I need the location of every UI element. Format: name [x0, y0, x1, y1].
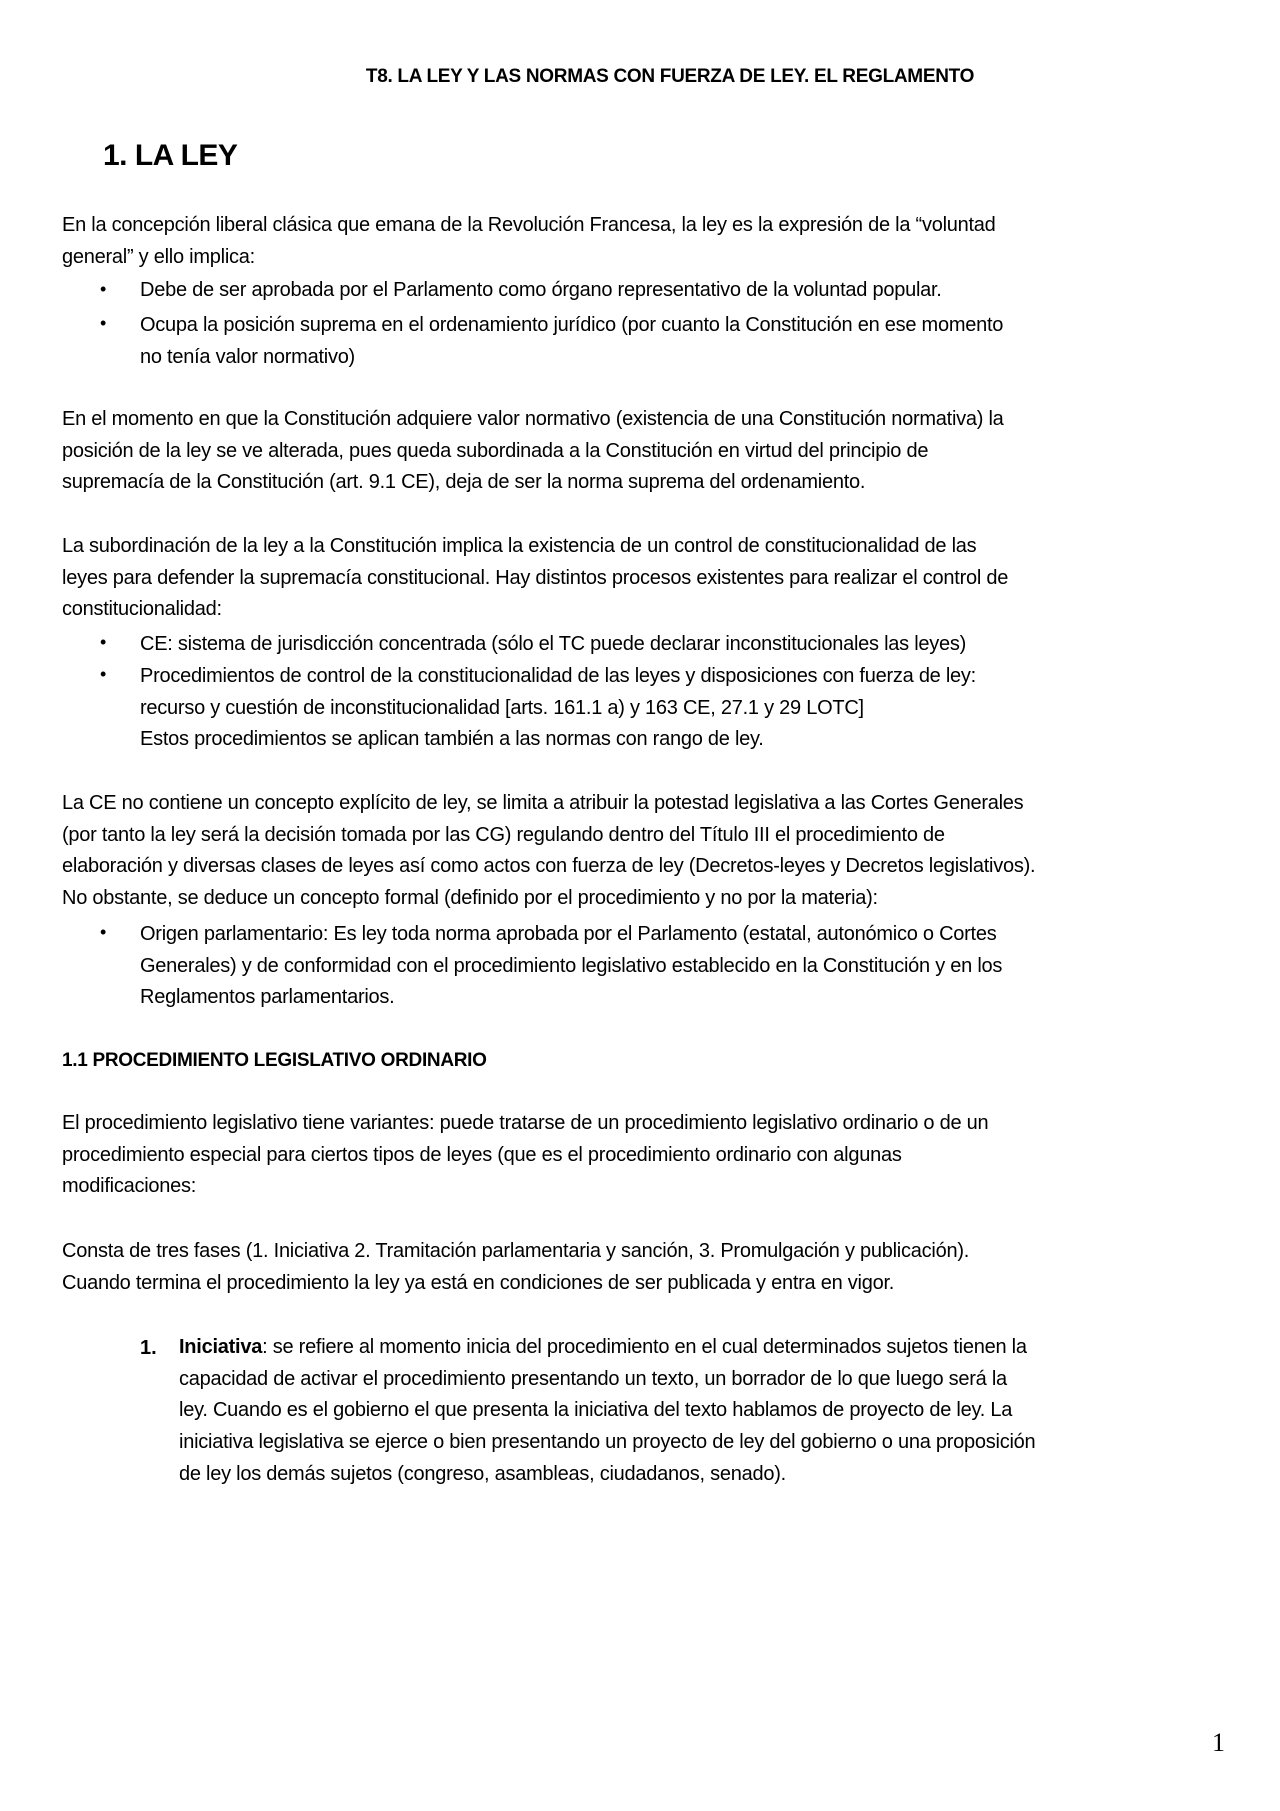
text-line: Debe de ser aprobada por el Parlamento como órgano representativo de la voluntad popular. — [140, 279, 942, 301]
document-title: T8. LA LEY Y LAS NORMAS CON FUERZA DE LEY. EL REGLAMENTO — [365, 66, 975, 87]
paragraph — [62, 210, 996, 273]
text-line: El procedimiento legislativo tiene variantes: puede tratarse de un procedimiento legislativo ordinario o de un — [62, 1112, 989, 1134]
bullet-item — [140, 275, 942, 307]
text-line: recurso y cuestión de inconstitucionalidad [arts. 161.1 a) y 163 CE, 27.1 y 29 LOTC] — [140, 696, 864, 719]
subsection-heading: 1.1 PROCEDIMIENTO LEGISLATIVO ORDINARIO — [62, 1050, 487, 1071]
text-line: no tenía valor normativo) — [140, 345, 355, 368]
text-line: Procedimientos de control de la constitucionalidad de las leyes y disposiciones con fuerza de ley: — [140, 665, 976, 687]
paragraph — [62, 404, 1004, 499]
text-line: capacidad de activar el procedimiento presentando un texto, un borrador de lo que luego será la — [179, 1367, 1007, 1390]
bullet-item — [140, 310, 1003, 373]
text-line: posición de la ley se ve alterada, pues queda subordinada a la Constitución en virtud del principio de — [62, 439, 929, 462]
text-line: CE: sistema de jurisdicción concentrada (sólo el TC puede declarar inconstitucionales las leyes) — [140, 633, 967, 655]
list-number: 1. — [140, 1337, 157, 1359]
text-line: (por tanto la ley será la decisión tomada por las CG) regulando dentro del Título III el procedimiento de — [62, 823, 945, 846]
text-line: modificaciones: — [62, 1175, 197, 1198]
text-line: Ocupa la posición suprema en el ordenamiento jurídico (por cuanto la Constitución en ese momento — [140, 314, 1004, 336]
bullet-icon: • — [100, 632, 107, 652]
text-line: general” y ello implica: — [62, 245, 255, 268]
paragraph — [62, 1236, 969, 1299]
text-line: Origen parlamentario: Es ley toda norma aprobada por el Parlamento (estatal, autonómico o Cortes — [140, 923, 997, 945]
text-line: Generales) y de conformidad con el procedimiento legislativo establecido en la Constitución y en los — [140, 954, 1003, 977]
text-line: constitucionalidad: — [62, 598, 222, 621]
text-line: La subordinación de la ley a la Constitución implica la existencia de un control de constitucionalidad de las — [62, 535, 977, 557]
text-line: Reglamentos parlamentarios. — [140, 986, 395, 1009]
text-line: Consta de tres fases (1. Iniciativa 2. Tramitación parlamentaria y sanción, 3. Promulgación y publicación). — [62, 1240, 970, 1262]
paragraph — [62, 788, 1035, 915]
text-line: leyes para defender la supremacía constitucional. Hay distintos procesos existentes para realizar el control de — [62, 566, 1009, 589]
text-line: En el momento en que la Constitución adquiere valor normativo (existencia de una Constitución normativa) la — [62, 408, 1004, 430]
text-line: iniciativa legislativa se ejerce o bien presentando un proyecto de ley del gobierno o una proposición — [179, 1431, 1036, 1454]
text-line: En la concepción liberal clásica que emana de la Revolución Francesa, la ley es la expresión de la “voluntad — [62, 214, 996, 236]
bullet-icon: • — [100, 279, 107, 299]
bullet-icon: • — [100, 664, 107, 684]
text-line: ley. Cuando es el gobierno el que presenta la iniciativa del texto hablamos de proyecto de ley. La — [179, 1399, 1013, 1422]
bullet-item — [140, 661, 976, 756]
bullet-icon: • — [100, 922, 107, 942]
text-line: Cuando termina el procedimiento la ley ya está en condiciones de ser publicada y entra en vigor. — [62, 1271, 895, 1294]
text-line: de ley los demás sujetos (congreso, asambleas, ciudadanos, senado). — [179, 1462, 786, 1485]
term-definition: : se refiere al momento inicia del procedimiento en el cual determinados sujetos tienen la — [262, 1336, 1027, 1358]
paragraph — [62, 1108, 988, 1203]
bullet-item — [140, 629, 966, 661]
text-line: Estos procedimientos se aplican también a las normas con rango de ley. — [140, 728, 764, 751]
bullet-item — [140, 919, 1002, 1014]
text-line: supremacía de la Constitución (art. 9.1 CE), deja de ser la norma suprema del ordenamiento. — [62, 471, 866, 494]
numbered-item — [179, 1332, 1035, 1490]
page-number: 1 — [1212, 1728, 1225, 1757]
text-line: La CE no contiene un concepto explícito de ley, se limita a atribuir la potestad legislativa a las Cortes Generales — [62, 792, 1024, 814]
text-line: elaboración y diversas clases de leyes así como actos con fuerza de ley (Decretos-leyes y Decretos legislativos). — [62, 855, 1036, 878]
text-line: procedimiento especial para ciertos tipos de leyes (que es el procedimiento ordinario con algunas — [62, 1143, 902, 1166]
text-line: No obstante, se deduce un concepto formal (definido por el procedimiento y no por la materia): — [62, 887, 878, 910]
bullet-icon: • — [100, 313, 107, 333]
text-line — [179, 1332, 1035, 1364]
term-bold: Iniciativa — [179, 1336, 263, 1358]
section-heading-la-ley: 1. LA LEY — [103, 139, 238, 172]
paragraph — [62, 531, 1008, 626]
